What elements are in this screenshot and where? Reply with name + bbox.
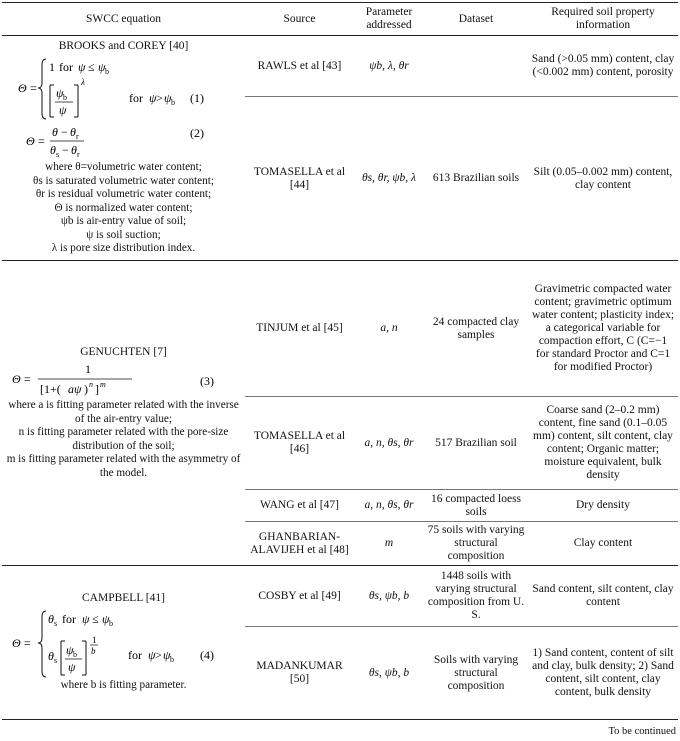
svg-text:>: > bbox=[155, 91, 163, 106]
svg-text:−: − bbox=[61, 143, 69, 158]
eq-title: CAMPBELL [41] bbox=[82, 592, 165, 605]
svg-text:ψ: ψ bbox=[58, 103, 66, 118]
svg-text:Θ: Θ bbox=[11, 636, 21, 651]
eq-title: GENUCHTEN [7] bbox=[80, 346, 167, 358]
dataset-cell: 24 compacted clay samples bbox=[424, 261, 528, 397]
svg-text:b: b bbox=[104, 67, 109, 77]
svg-text:ψ: ψ bbox=[163, 91, 171, 106]
svg-text:1: 1 bbox=[48, 60, 55, 75]
dataset-cell: 517 Brazilian soil bbox=[424, 397, 528, 490]
header-dataset: Dataset bbox=[424, 3, 528, 36]
svg-text:): ) bbox=[83, 382, 88, 396]
svg-text:θ: θ bbox=[49, 143, 56, 158]
eq-cell-campbell bbox=[2, 566, 245, 720]
info-cell: Silt (0.05–0.002 mm) content, clay content bbox=[528, 97, 678, 261]
svg-text:s: s bbox=[55, 150, 59, 160]
eq-description bbox=[6, 161, 241, 256]
svg-text:θ: θ bbox=[51, 125, 58, 140]
dataset-cell: 16 compacted loess soils bbox=[424, 490, 528, 522]
svg-text:=: = bbox=[37, 134, 45, 149]
svg-text:b: b bbox=[170, 98, 175, 108]
formula-1 bbox=[6, 55, 241, 121]
dataset-cell: 613 Brazilian soils bbox=[424, 97, 528, 261]
svg-text:Θ: Θ bbox=[25, 134, 35, 149]
svg-text:for: for bbox=[128, 91, 143, 106]
svg-text:≤: ≤ bbox=[87, 60, 95, 75]
formula-4 bbox=[6, 607, 241, 679]
param-cell: a, n bbox=[354, 261, 424, 397]
svg-text:]: ] bbox=[94, 382, 99, 396]
desc-line: θr is residual volumetric water content; bbox=[35, 188, 212, 201]
desc-line: ψb is air-entry value of soil; bbox=[60, 215, 187, 228]
header-param: Parameter addressed bbox=[354, 3, 424, 36]
svg-text:1: 1 bbox=[91, 635, 96, 646]
eq3-number: (3) bbox=[199, 374, 214, 388]
info-cell: Sand (>0.05 mm) content, clay (<0.002 mm) content, porosity bbox=[528, 36, 678, 97]
desc-line: θs is saturated volumetric water content; bbox=[33, 174, 214, 187]
param-cell: θs, θr, ψb, λ bbox=[354, 97, 424, 261]
eq-title: BROOKS and COREY [40] bbox=[58, 40, 189, 53]
svg-text:−: − bbox=[60, 125, 68, 140]
source-cell: TOMASELLA et al [46] bbox=[245, 397, 354, 490]
swcc-table bbox=[2, 2, 678, 720]
svg-text:ψ: ψ bbox=[77, 60, 85, 75]
svg-text:ψ: ψ bbox=[147, 648, 155, 663]
svg-text:for: for bbox=[61, 612, 76, 627]
header-info: Required soil property information bbox=[528, 3, 678, 36]
eq-description: where b is fitting parameter. bbox=[60, 679, 187, 692]
svg-text:θ: θ bbox=[69, 125, 76, 140]
desc-line: where a is fitting parameter related with the inverse of the air-entry value; bbox=[8, 399, 239, 425]
svg-text:for: for bbox=[58, 60, 73, 75]
svg-text:n: n bbox=[88, 380, 93, 389]
svg-text:s: s bbox=[53, 656, 57, 666]
info-cell: Dry density bbox=[528, 490, 678, 522]
dataset-cell: 75 soils with varying structural composition bbox=[424, 522, 528, 566]
eq-cell-brooks-corey bbox=[2, 36, 245, 261]
table-row bbox=[2, 36, 678, 97]
svg-text:>: > bbox=[154, 648, 162, 663]
source-cell: TINJUM et al [45] bbox=[245, 261, 354, 397]
formula-3 bbox=[6, 361, 241, 399]
svg-text:≤: ≤ bbox=[91, 612, 99, 627]
info-cell: Sand content, silt content, clay content bbox=[528, 566, 678, 627]
desc-line: λ is pore size distribution index. bbox=[51, 242, 196, 255]
source-cell: MADANKUMAR [50] bbox=[245, 627, 354, 720]
svg-text:ψ: ψ bbox=[162, 648, 170, 663]
svg-text:ψ: ψ bbox=[67, 660, 75, 675]
desc-line: n is fitting parameter related with the pore-size distribution of the soil; bbox=[18, 426, 229, 452]
desc-line: m is fitting parameter related with the asymmetry of the model. bbox=[6, 453, 241, 479]
header-eq: SWCC equation bbox=[2, 3, 245, 36]
svg-text:=: = bbox=[29, 81, 37, 96]
svg-text:1: 1 bbox=[84, 362, 91, 376]
svg-text:ψ: ψ bbox=[97, 60, 105, 75]
eq2-number: (2) bbox=[189, 126, 204, 141]
desc-line: ψ is soil suction; bbox=[86, 228, 161, 241]
svg-text:b: b bbox=[62, 93, 67, 103]
svg-text:=: = bbox=[23, 372, 31, 386]
svg-text:θ: θ bbox=[70, 143, 77, 158]
param-cell: θs, ψb, b bbox=[354, 566, 424, 627]
svg-text:λ: λ bbox=[80, 77, 85, 88]
svg-text:ψ: ψ bbox=[55, 86, 63, 101]
svg-text:b: b bbox=[90, 646, 95, 657]
table-row bbox=[2, 566, 678, 627]
svg-text:r: r bbox=[76, 150, 80, 160]
header-source: Source bbox=[245, 3, 354, 36]
svg-text:=: = bbox=[23, 636, 31, 651]
svg-text:Θ: Θ bbox=[11, 372, 21, 386]
formula-2 bbox=[6, 123, 241, 159]
header-row bbox=[2, 3, 678, 36]
svg-text:s: s bbox=[53, 619, 57, 629]
svg-text:m: m bbox=[99, 380, 106, 389]
svg-text:ψ: ψ bbox=[101, 612, 109, 627]
info-cell: Coarse sand (2–0.2 mm) content, fine sand (0.1–0.05 mm) content, silt content, clay content; Organic matter; moisture equivalent, bulk density bbox=[528, 397, 678, 490]
continued-note: To be continued bbox=[608, 726, 676, 737]
svg-text:aψ: aψ bbox=[67, 382, 81, 396]
eq1-number: (1) bbox=[189, 91, 204, 106]
param-cell: ψb, λ, θr bbox=[354, 36, 424, 97]
source-cell: GHANBARIAN-ALAVIJEH et al [48] bbox=[245, 522, 354, 566]
svg-text:Θ: Θ bbox=[17, 81, 27, 96]
param-cell: m bbox=[354, 522, 424, 566]
svg-text:r: r bbox=[75, 132, 79, 142]
dataset-cell: 1448 soils with varying structural composition from U. S. bbox=[424, 566, 528, 627]
source-cell: RAWLS et al [43] bbox=[245, 36, 354, 97]
svg-text:b: b bbox=[169, 655, 174, 665]
eq4-number: (4) bbox=[199, 648, 214, 663]
dataset-cell bbox=[424, 36, 528, 97]
svg-text:θ: θ bbox=[47, 649, 54, 664]
info-cell: Clay content bbox=[528, 522, 678, 566]
svg-text:for: for bbox=[127, 648, 142, 663]
info-cell: 1) Sand content, content of silt and clay, bulk density; 2) Sand content, silt content, clay content, bulk density bbox=[528, 627, 678, 720]
svg-text:ψ: ψ bbox=[148, 91, 156, 106]
desc-line: where θ=volumetric water content; bbox=[45, 161, 202, 174]
svg-text:ψ: ψ bbox=[65, 643, 73, 658]
table-row bbox=[2, 261, 678, 397]
param-cell: θs, ψb, b bbox=[354, 627, 424, 720]
dataset-cell: Soils with varying structural composition bbox=[424, 627, 528, 720]
eq-description bbox=[6, 399, 241, 480]
source-cell: COSBY et al [49] bbox=[245, 566, 354, 627]
source-cell: WANG et al [47] bbox=[245, 490, 354, 522]
param-cell: a, n, θs, θr bbox=[354, 397, 424, 490]
desc-line: Θ is normalized water content; bbox=[54, 201, 193, 214]
param-cell: a, n, θs, θr bbox=[354, 490, 424, 522]
svg-text:ψ: ψ bbox=[81, 612, 89, 627]
info-cell: Gravimetric compacted water content; gravimetric optimum water content; plasticity index; a categorical variable for compaction effort, C (C=−1 for standard Proctor and C=1 for modified Proctor) bbox=[528, 261, 678, 397]
svg-text:b: b bbox=[108, 619, 113, 629]
svg-text:[1+(: [1+( bbox=[39, 382, 61, 396]
source-cell: TOMASELLA et al [44] bbox=[245, 97, 354, 261]
eq-cell-genuchten bbox=[2, 261, 245, 566]
svg-text:θ: θ bbox=[47, 612, 54, 627]
svg-text:b: b bbox=[72, 650, 77, 660]
